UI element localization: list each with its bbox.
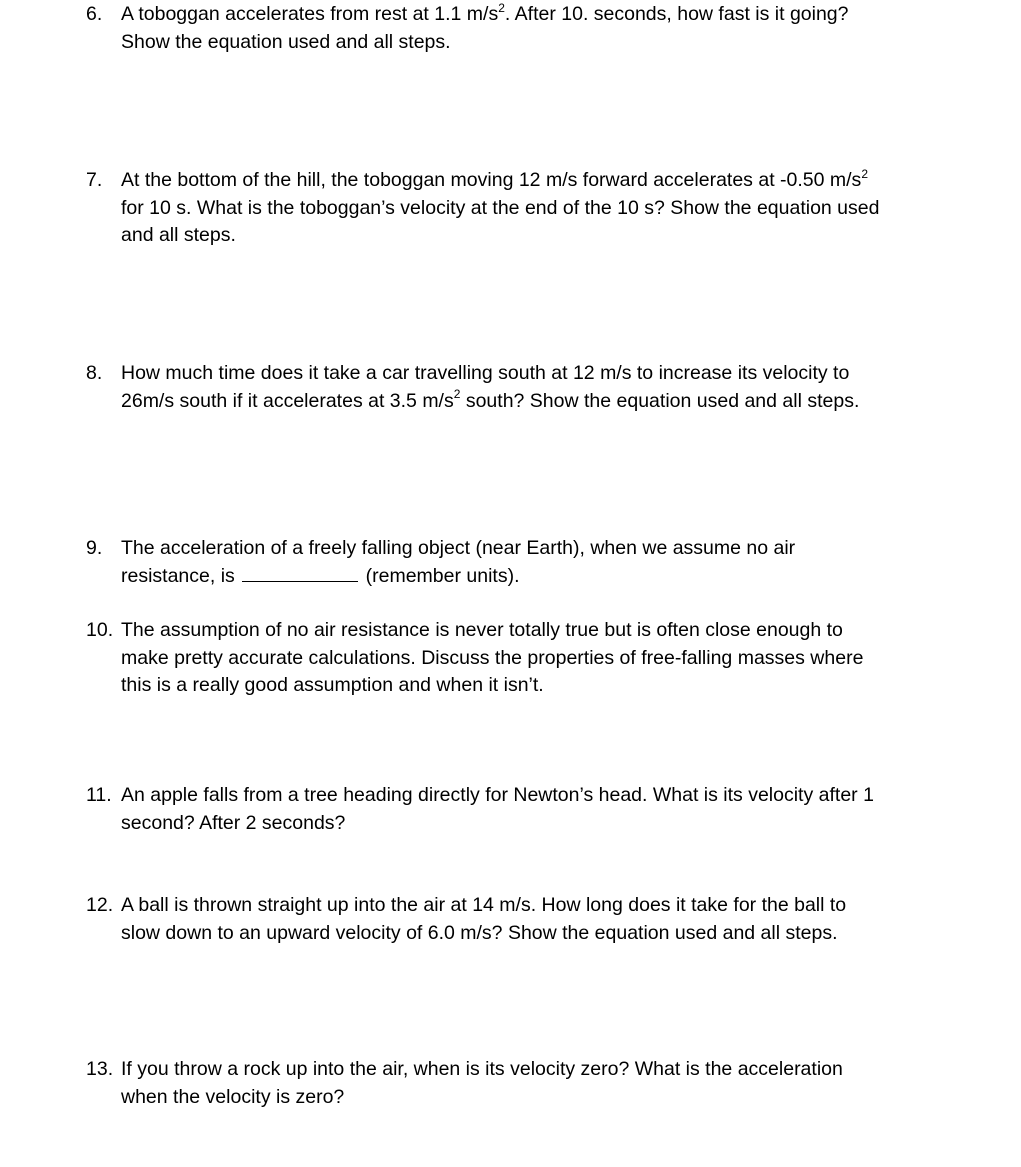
question-number: 9. bbox=[86, 537, 103, 559]
question-text-line: A toboggan accelerates from rest at 1.1 $m/s^2$. After 10. seconds, how fast is it going? bbox=[121, 0, 849, 25]
question-7 bbox=[86, 167, 936, 250]
question-13 bbox=[86, 1056, 936, 1111]
question-text-line: How much time does it take a car travelling south at 12 m/s to increase its velocity to bbox=[121, 362, 850, 384]
question-number: 7. bbox=[86, 169, 103, 191]
question-text-line: If you throw a rock up into the air, when is its velocity zero? What is the acceleration bbox=[121, 1058, 843, 1080]
question-text-line: A ball is thrown straight up into the air at 14 m/s. How long does it take for the ball to bbox=[121, 894, 847, 916]
question-text-line: An apple falls from a tree heading directly for Newton’s head. What is its velocity after 1 bbox=[121, 784, 874, 806]
superscript-exponent: 2 bbox=[453, 387, 461, 401]
question-text-line: make pretty accurate calculations. Discuss the properties of free-falling masses where bbox=[121, 646, 864, 669]
question-number: 8. bbox=[86, 362, 103, 384]
superscript-exponent: 2 bbox=[498, 0, 505, 15]
question-number: 11. bbox=[86, 784, 112, 806]
question-number: 10. bbox=[86, 619, 114, 641]
question-text-line: second? After 2 seconds? bbox=[121, 811, 346, 834]
question-number: 12. bbox=[86, 894, 114, 916]
question-6 bbox=[86, 1, 936, 56]
question-text-line: 26m/s south if it accelerates at 3.5 $m/s^2$ south? Show the equation used and all steps. bbox=[121, 387, 860, 412]
question-9 bbox=[86, 535, 936, 590]
question-text-line: this is a really good assumption and when it isn’t. bbox=[121, 674, 544, 696]
question-number: 6. bbox=[86, 3, 103, 25]
question-text-line: At the bottom of the hill, the toboggan moving 12 m/s forward accelerates at -0.50 $m/s^2$ bbox=[121, 166, 868, 191]
question-text-line: The assumption of no air resistance is never totally true but is often close enough to bbox=[121, 619, 843, 641]
question-11 bbox=[86, 782, 936, 837]
question-12 bbox=[86, 892, 936, 947]
question-10 bbox=[86, 617, 936, 700]
question-text-line: when the velocity is zero? bbox=[121, 1085, 345, 1108]
question-number: 13. bbox=[86, 1058, 114, 1080]
superscript-exponent: 2 bbox=[861, 166, 868, 181]
question-text-line: slow down to an upward velocity of 6.0 m/s? Show the equation used and all steps. bbox=[121, 921, 838, 944]
question-text-line: and all steps. bbox=[121, 224, 236, 246]
answer-blank[interactable] bbox=[242, 563, 358, 582]
question-text-line: Show the equation used and all steps. bbox=[121, 30, 451, 53]
question-8 bbox=[86, 360, 936, 415]
question-text-line: for 10 s. What is the toboggan’s velocity at the end of the 10 s? Show the equation used bbox=[121, 196, 880, 219]
question-text-line: resistance, is (remember units). bbox=[121, 564, 520, 587]
question-text-line: The acceleration of a freely falling object (near Earth), when we assume no air bbox=[121, 537, 796, 559]
